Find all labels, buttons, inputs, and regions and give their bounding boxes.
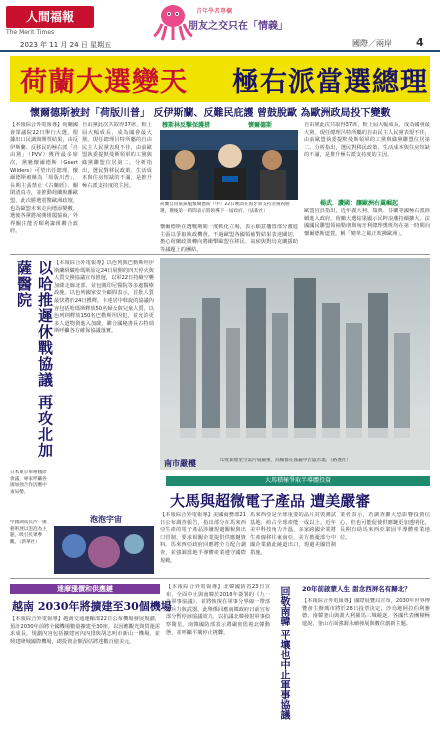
column-tagline: 朋友之交只在「情義」 xyxy=(188,21,288,32)
lead-photo-caption: 荷蘭自由黨黨魁懷爾德斯（中）22日晚間在海牙與支持者慶祝勝選，選後第一時間表示將領導下一屆政府。（法新社） xyxy=(160,202,290,214)
vietnam-column: 【本報綜合外電報導】越南交通運輸部22日公布機場發展規劃，預計2030年前將全國機場數量擴建至30座，以因應觀光與貨運需求成長。規劃內容包括擴建河內內排與胡志明市新山一機場，並興建隆城國際機場，總投資金額預估將達數百億美元。 xyxy=(10,616,160,645)
newspaper-logo: 人間福報 xyxy=(6,6,94,28)
smog-photo-caption: 印度新德里空氣污染嚴重，高樓群在霧霾中若隱若現。（路透社） xyxy=(220,458,351,463)
vietnam-band: 達摩漲價和供應鏈 xyxy=(10,584,160,594)
lead-column-2: 自由黨此次共取得37席，較上屆大幅成長，成為國會最大黨。現任總理呂特所屬的自由民主人民黨表現不佳，由前歐盟執委提默曼斯領軍的工黨與綠黨聯盟位居第二。分析指出，選民對移民政策、生活成本與住房短缺的不滿，是推升極右派支持度的主因。 xyxy=(82,122,152,189)
section-name: 國際／兩岸 xyxy=(352,39,392,48)
vietnam-headline: 越南 2030年將擴建至30個機場 xyxy=(12,600,172,613)
lead-subheadline: 懷爾德斯被封「荷版川普」 反伊斯蘭、反難民庇護 曾鼓脫歐 為歐洲政局投下變數 xyxy=(30,108,391,119)
expo-column: 【本報綜合外電報導】國際展覽局宣布，2030年世界博覽會主辦城市將於28日投票決定，沙烏地阿拉伯利雅德、南韓釜山與義大利羅馬三城競逐。各國代表團積極遊說，釜山方面強調永續發展與數位創新主題。 xyxy=(302,598,430,627)
lead-column-1: 【本報綜合外電報導】荷蘭國會眾議院22日舉行大選，根據出口民調與開票結果，由反伊斯蘭、反移民的極右派「自由黨」（PVV）獲得最多席次，黨魁懷爾德斯（Geert Wilders）可望出任總理。懷爾德斯被稱為「荷版川普」，長期主張禁止《古蘭經》、關閉清真寺，並推動荷蘭脫離歐盟，此次勝選震驚歐洲政壇，也為歐盟未來走向增添變數。選後各黨將展開組閣協商，外界關注能否順利籌組聯合政府。 xyxy=(10,122,78,235)
china-art-title: 泡泡宇宙 xyxy=(90,515,122,524)
lead-column-4a: 自由黨此次共取得37席，較上屆大幅成長，成為國會最大黨。現任總理呂特所屬的自由民主人民黨表現不佳，由前歐盟執委提默曼斯領軍的工黨與綠黨聯盟位居第二。分析指出，選民對移民政策、生活成本與住房短缺的不滿，是推升極右派支持度的主因。 xyxy=(304,122,430,159)
israel-sidebar: 日本東京舉辦國際會議，專家呼籲各國加強合作因應中東局勢。 xyxy=(10,470,47,495)
korea-column: 【本報綜合外電報導】北韓國防省23日宣布，全面中止與南韓於2018年簽署的《九一九軍事協議》，並將恢復在軍事分界線一帶部署兵力與武器。此舉係回應南韓政府日前宣布部分暫停該協議效力，以抗議北韓發射軍事偵察衛星。南韓國防部表示將嚴密監視北韓動態，並呼籲平壤停止挑釁。 xyxy=(166,584,270,636)
lead-headline-left: 荷蘭大選變天 xyxy=(20,67,188,98)
china-art-caption: 中國湖南長沙一處藝術展以泡泡為主題，吸引民眾參觀。（新華社） xyxy=(10,520,47,545)
lead-column-3: 懷爾德斯在選戰期間一度軟化立場，表示願意擱置部分激進主張以爭取執政機會。不過歐盟各國領袖對結果表達關切，擔心荷蘭政策轉向將衝擊歐盟在移民、氣候與對烏克蘭援助等議題上的團結。 xyxy=(160,224,298,252)
lead-photo-tag: 穆斯林反擊保護措 xyxy=(162,122,211,129)
lead-column-4: 歐盟官員指出，近年義大利、瑞典、芬蘭等國極右派陸續進入政府，荷蘭大選結果顯示民粹浪潮持續擴大。法國國民聯盟領袖勒朋與匈牙利總理奧班均在第一時間向懷爾德斯道賀，稱「變革之風正吹拂歐洲」。 xyxy=(304,208,430,237)
smog-photo-label: 南市嚴樓 xyxy=(164,459,196,468)
bubble-art-photo xyxy=(54,526,154,574)
malaysia-column-1: 【本報綜合外電報導】美國商務部21日公布調查報告，指出部分在馬來西亞生產的電子產品涉嫌規避關稅與出口管制，要求相關企業提供供應鏈資料。馬來西亞政府回應將全力配合調查，並強調當地半導體產業遵守國際規範。 xyxy=(160,512,246,564)
malaysia-headline: 大馬與超微電子產品 遭美嚴審 xyxy=(170,492,371,510)
divider-2 xyxy=(10,578,430,579)
korea-headline: 回敬南韓 平壤也中止軍事協議 xyxy=(278,586,289,720)
lead-photo xyxy=(160,130,298,200)
lead-headline-right: 極右派當選總理 xyxy=(232,67,428,98)
logo-subtitle: The Merit Times xyxy=(6,29,55,36)
issue-date: 2023 年 11 月 24 日 星期五 xyxy=(20,41,111,49)
malaysia-band: 大馬積極爭取半導體投資 xyxy=(166,476,430,486)
israel-column: 【本報綜合外電報導】以色列與巴勒斯坦伊斯蘭組織哈瑪斯原定24日展開的四天停火與人質交換協議宣布推遲，以軍22日持續空襲加薩走廊北部，並包圍印尼醫院等多處醫療設施。以色列國家安全顧問表示，首批人質最快將於24日獲釋。卡達居中斡旋的協議內容包括哈瑪斯釋放50名婦女與兒童人質，以色列則釋放150名巴勒斯坦囚犯，並允許更多人道物資進入加薩。聯合國秘書長古特瑞斯呼籲各方確保協議落實。 xyxy=(54,260,154,335)
expo-headline: 20年前啟蒙人生 甜念西屏名有歸北？ xyxy=(302,585,411,593)
malaysia-column-2: 馬來西亞是全球重要的晶片封裝測試基地，約占全球產能一成以上。近年美中科技角力升溫，多家跨國企業將生產線移往東南亞，美方擔憂部分中國企業藉此繞道出口，規避美國管制措施。 xyxy=(250,512,336,556)
lead-photo-tag-2: 懷爾德斯 xyxy=(248,122,273,129)
page-number: 4 xyxy=(416,36,424,49)
masthead-rule xyxy=(0,50,440,52)
malaysia-column-3: 業者表示，若調查擴大恐影響投資信心，但也可能促使供應鏈更加透明化，長期有助馬來西亞鞏固半導體產業地位。 xyxy=(340,512,430,541)
smog-city-photo xyxy=(160,258,430,470)
lead-column-4-head: 楊武．讚國：讓歐洲右翼崛起 xyxy=(320,200,399,207)
divider xyxy=(10,254,430,255)
column-tag: 青年學者專欄 xyxy=(196,8,233,15)
israel-headline: 以哈推遲休戰協議 再攻北加薩醫院 xyxy=(15,260,54,459)
